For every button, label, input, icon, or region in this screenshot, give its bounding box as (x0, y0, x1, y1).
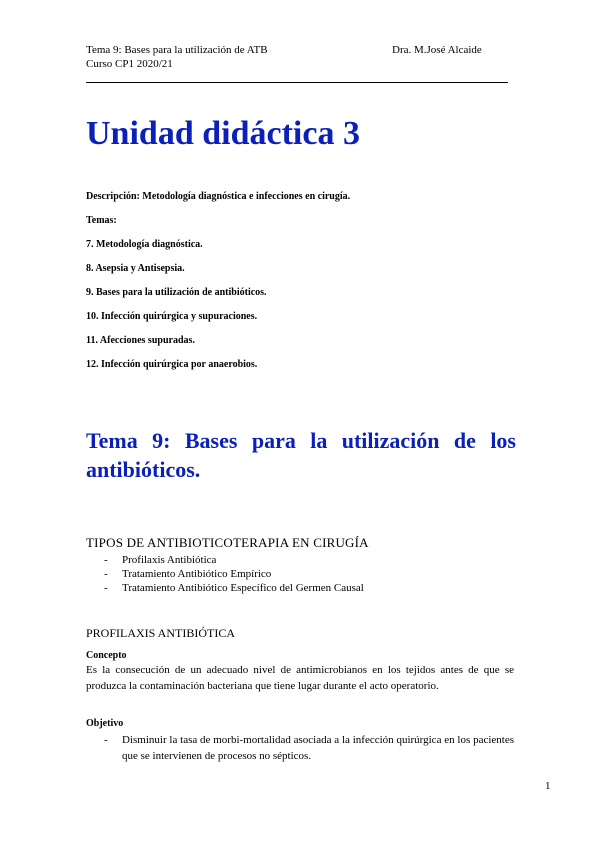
list-item-text: Tratamiento Antibiótico Empírico (122, 568, 272, 580)
dash-marker: - (104, 554, 108, 566)
tema-item: 7. Metodología diagnóstica. (86, 239, 203, 250)
objetivo-text: Disminuir la tasa de morbi-mortalidad asociada a la infección quirúrgica en los pacientes que se intervienen de procesos no sépticos. (122, 734, 514, 762)
list-item (104, 581, 364, 595)
tema-item: 10. Infección quirúrgica y supuraciones. (86, 311, 258, 322)
temas-label: Temas: (86, 215, 117, 226)
list-item (104, 553, 364, 567)
header-author: Dra. M.José Alcaide (392, 44, 482, 56)
header-course-year: Curso CP1 2020/21 (86, 58, 173, 70)
description: Descripción: Metodología diagnóstica e infecciones en cirugía. (86, 191, 351, 202)
header-course-topic: Tema 9: Bases para la utilización de ATB (86, 44, 268, 56)
dash-marker: - (104, 568, 108, 580)
tema-title: Tema 9: Bases para la utilización de los antibióticos. (86, 428, 516, 482)
tema-item: 8. Asepsia y Antisepsia. (86, 263, 185, 274)
list-item (104, 567, 364, 581)
objetivo-label: Objetivo (86, 718, 124, 729)
concepto-text: Es la consecución de un adecuado nivel de antimicrobianos en los tejidos antes de que se produzca la contaminación bacteriana que tiene lugar durante el acto operatorio. (86, 664, 514, 692)
tema-item: 9. Bases para la utilización de antibióticos. (86, 287, 267, 298)
concepto-label: Concepto (86, 650, 127, 661)
profilaxis-heading: PROFILAXIS ANTIBIÓTICA (86, 626, 236, 640)
tipos-list (104, 553, 364, 595)
header-divider (86, 82, 508, 83)
dash-marker: - (104, 734, 108, 746)
page-number: 1 (545, 780, 551, 792)
unit-title: Unidad didáctica 3 (86, 115, 360, 152)
dash-marker: - (104, 582, 108, 594)
list-item-text: Profilaxis Antibiótica (122, 554, 217, 566)
tema-item: 12. Infección quirúrgica por anaerobios. (86, 359, 258, 370)
tema-item: 11. Afecciones supuradas. (86, 335, 195, 346)
objetivo-item (104, 732, 514, 764)
list-item-text: Tratamiento Antibiótico Específico del Germen Causal (122, 582, 364, 594)
tipos-heading: TIPOS DE ANTIBIOTICOTERAPIA EN CIRUGÍA (86, 535, 369, 550)
